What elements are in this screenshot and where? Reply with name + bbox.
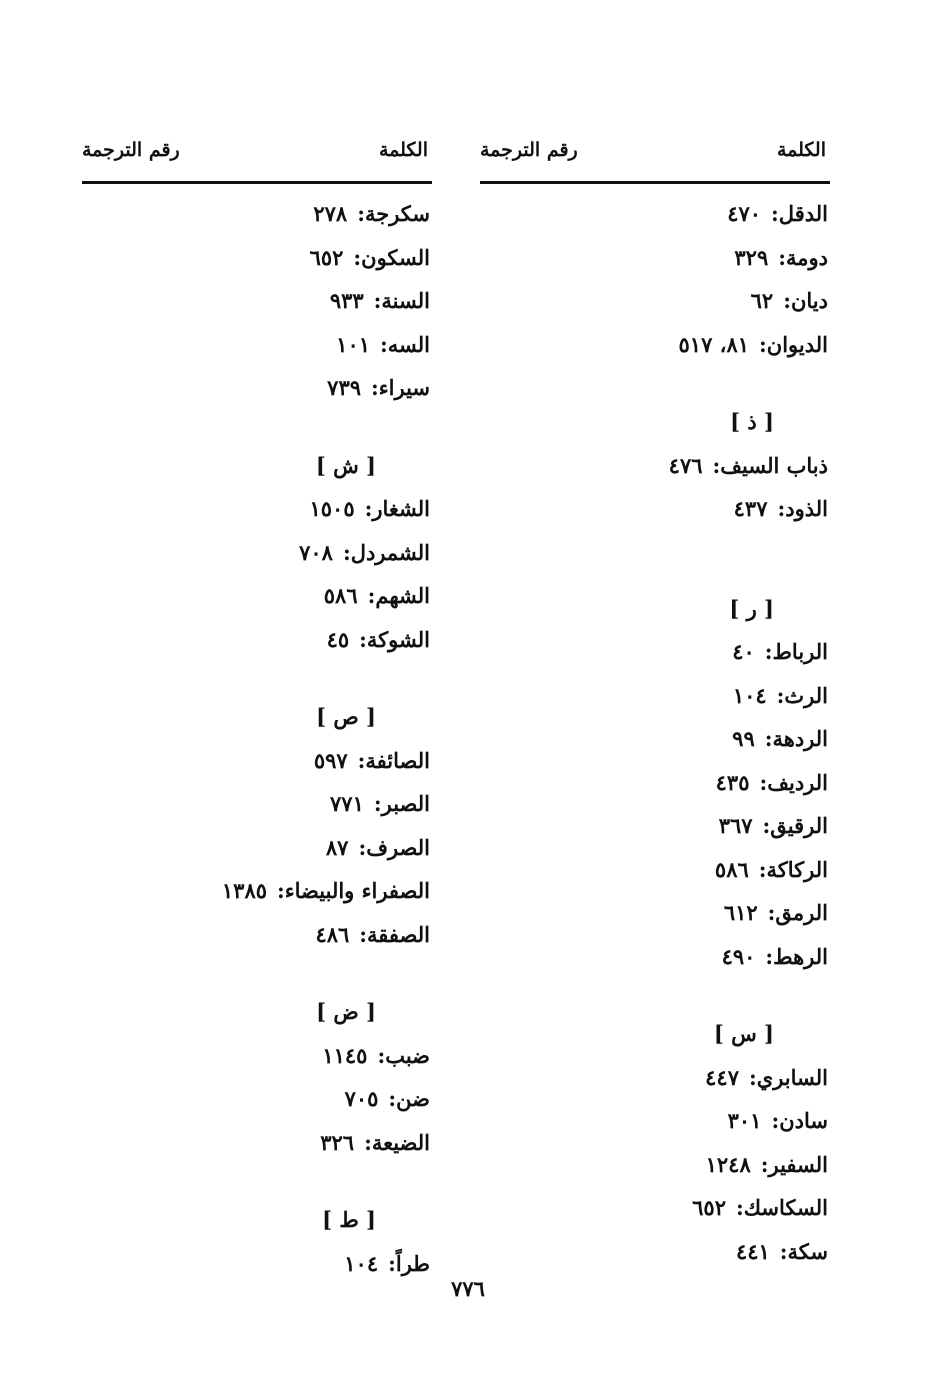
- index-column-right: [480, 135, 830, 1273]
- entry-number: ٤٣٧: [733, 496, 768, 521]
- page-number: ٧٧٦: [451, 1276, 485, 1301]
- entry-word: الصبر:: [373, 791, 430, 816]
- entry-number: ٤٤١: [735, 1238, 770, 1264]
- entry-number: ٩٩: [732, 726, 755, 751]
- entry-number: ١٢٤٨: [705, 1151, 751, 1177]
- entry-number: ٦٢: [750, 288, 774, 313]
- index-entry: [480, 630, 830, 674]
- header-word: الكلمة: [776, 139, 826, 161]
- entry-number: ٤٣٥: [715, 769, 750, 795]
- entry-word: الشغار:: [364, 496, 430, 521]
- entry-number: ١٥٠٥: [309, 496, 355, 521]
- entry-number: ٤٧٦: [668, 452, 703, 478]
- index-entry: [480, 804, 830, 848]
- index-entry: [82, 279, 432, 323]
- section-letter: [ ر ]: [729, 595, 774, 621]
- entry-word: دومة:: [778, 244, 828, 270]
- entry-word: الرباط:: [764, 639, 828, 664]
- index-entry: [82, 192, 432, 236]
- entry-word: الرقيق:: [762, 813, 828, 838]
- index-entry: [480, 935, 830, 979]
- entry-number: ٢٧٨: [313, 201, 348, 226]
- section-letter: [ ط ]: [322, 1207, 376, 1232]
- index-entry: [480, 279, 830, 323]
- entry-number: ٨٧: [325, 834, 349, 860]
- entry-number: ٤٨٦: [315, 921, 350, 947]
- entry-word: ضبب:: [377, 1042, 430, 1068]
- entry-word: الضيعة:: [364, 1129, 430, 1155]
- entry-word: سادن:: [771, 1108, 828, 1133]
- index-entry: [82, 236, 432, 280]
- entry-word: سكة:: [779, 1238, 828, 1264]
- entry-number: ٧٣٩: [327, 375, 362, 400]
- index-entry: [82, 869, 432, 913]
- index-entry: [82, 1034, 432, 1078]
- entry-word: الشمردل:: [342, 539, 430, 565]
- entry-number: ٧٧١: [330, 791, 364, 816]
- entry-word: الصائفة:: [357, 747, 430, 773]
- section-letter: [ ذ ]: [730, 409, 774, 434]
- entry-word: ديان:: [783, 288, 828, 313]
- entry-number: ٣٦٧: [718, 813, 753, 838]
- index-entry: [480, 236, 830, 280]
- entry-number: ٤٧٠: [727, 201, 762, 226]
- section-letter: [ س ]: [713, 1021, 774, 1046]
- entry-word: السكاسك:: [735, 1195, 828, 1220]
- entry-number: ١٣٨٥: [221, 878, 268, 903]
- entry-word: الصفراء والبيضاء:: [277, 878, 430, 903]
- entry-word: السكون:: [353, 244, 430, 270]
- entry-word: الشوكة:: [359, 626, 430, 652]
- entry-word: الرث:: [776, 682, 828, 708]
- index-entry: [480, 487, 830, 531]
- section-letter: [ ض ]: [316, 999, 376, 1024]
- entry-word: السابري:: [749, 1064, 828, 1090]
- index-entry: [82, 826, 432, 870]
- index-entry: [480, 1056, 830, 1100]
- entry-number: ٣٠١: [727, 1108, 762, 1133]
- index-entry: [480, 444, 830, 488]
- entry-word: سيراء:: [371, 375, 430, 400]
- column-header: [480, 135, 830, 184]
- entry-word: الرمق:: [767, 900, 828, 925]
- entry-word: ضن:: [388, 1086, 430, 1111]
- entry-number: ٧٠٨: [299, 539, 333, 565]
- entry-word: سكرجة:: [357, 201, 430, 226]
- entry-number: ٩٣٣: [329, 288, 364, 313]
- entry-number: ٤٩٠: [721, 943, 756, 969]
- index-entry: [82, 1121, 432, 1165]
- entry-word: السنة:: [373, 288, 430, 313]
- entry-number: ٤٤٧: [705, 1064, 739, 1090]
- column-header: [82, 135, 432, 184]
- entry-word: الدقل:: [771, 201, 828, 226]
- header-word: الكلمة: [378, 139, 428, 161]
- index-entry: [480, 761, 830, 805]
- entry-number: ٤٠: [732, 639, 755, 664]
- entry-number: ١١٤٥: [322, 1042, 368, 1068]
- index-entry: [82, 913, 432, 957]
- entry-word: ذباب السيف:: [712, 452, 828, 478]
- index-entry: [480, 717, 830, 761]
- entry-word: الركاكة:: [758, 856, 828, 882]
- entry-number: ١٠١: [336, 331, 371, 357]
- entry-number: ١٠٤: [344, 1250, 379, 1276]
- entry-number: ٣٢٩: [734, 244, 769, 270]
- entry-number: ٥٩٧: [313, 747, 348, 773]
- index-entry: [480, 192, 830, 236]
- entry-number: ٦٥٢: [309, 244, 344, 270]
- index-entry: [480, 848, 830, 892]
- entry-word: الذود:: [777, 496, 828, 521]
- entry-number: ٥٨٦: [323, 583, 358, 608]
- index-entry: [480, 1186, 830, 1230]
- index-column-left: [82, 135, 432, 1285]
- entry-word: الصفقة:: [359, 921, 430, 947]
- section-letter: [ ص ]: [316, 704, 376, 729]
- index-entry: [480, 1230, 830, 1274]
- entry-number: ٦١٢: [723, 900, 758, 925]
- index-entry: [82, 366, 432, 410]
- entry-number: ٨١، ٥١٧: [678, 331, 750, 357]
- entry-word: السفير:: [760, 1151, 828, 1177]
- index-entry: [82, 618, 432, 662]
- entry-number: ٤٥: [326, 626, 350, 652]
- entry-word: الديوان:: [759, 331, 828, 357]
- entry-word: طراً:: [388, 1250, 430, 1276]
- header-number: رقم الترجمة: [480, 139, 578, 161]
- entry-number: ٦٥٢: [692, 1195, 726, 1220]
- entry-word: السه:: [380, 331, 430, 357]
- index-entry: [480, 323, 830, 367]
- index-entry: [82, 782, 432, 826]
- header-number: رقم الترجمة: [82, 139, 180, 161]
- index-entry: [480, 1099, 830, 1143]
- entry-number: ٥٨٦: [714, 856, 749, 882]
- entry-word: الرهط:: [765, 943, 828, 969]
- entry-number: ١٠٤: [732, 682, 767, 708]
- entry-word: الرديف:: [759, 769, 828, 795]
- index-entry: [480, 891, 830, 935]
- entry-number: ٣٢٦: [320, 1129, 355, 1155]
- entry-word: الردهة:: [764, 726, 828, 751]
- section-letter: [ ش ]: [315, 452, 376, 478]
- index-entry: [480, 1143, 830, 1187]
- index-entry: [82, 323, 432, 367]
- entry-word: الصرف:: [358, 834, 430, 860]
- entry-word: الشهم:: [367, 583, 430, 608]
- index-entry: [82, 487, 432, 531]
- entry-number: ٧٠٥: [344, 1086, 379, 1111]
- index-entry: [82, 574, 432, 618]
- index-entry: [82, 1077, 432, 1121]
- index-entry: [82, 531, 432, 575]
- index-entry: [480, 674, 830, 718]
- index-entry: [82, 739, 432, 783]
